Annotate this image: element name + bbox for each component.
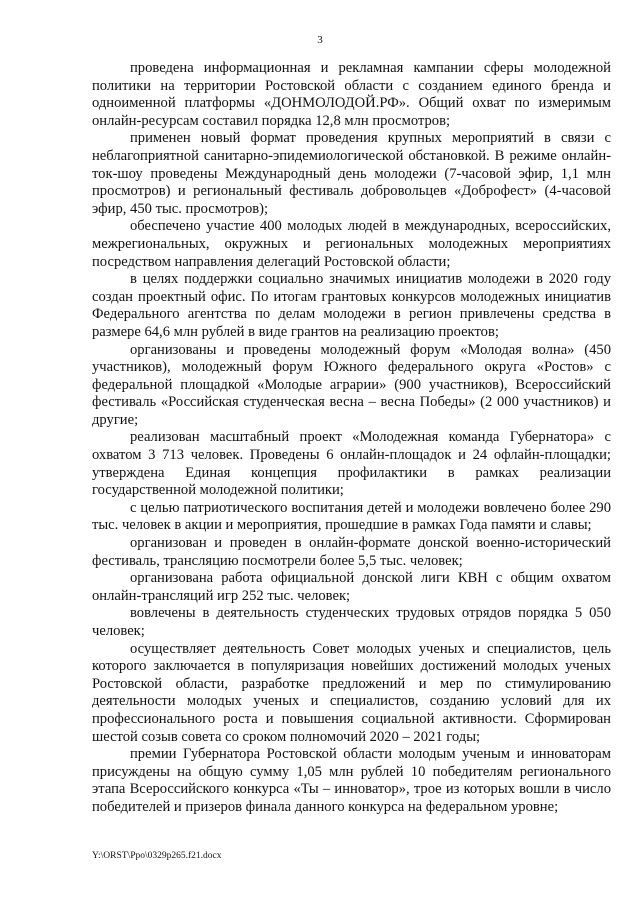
paragraph-project-office: в целях поддержки социально значимых инициатив молодежи в 2020 году создан проектный офис. По итогам грантовых конкурсов молодежных инициатив Федерального агентства по делам молодежи в регион привлечены средства в размере 64,6 млн рублей в виде грантов на реализацию проектов;	[92, 271, 611, 340]
paragraph-kvn-league: организована работа официальной донской лиги КВН с общим охватом онлайн-трансляций игр 252 тыс. человек;	[92, 570, 611, 604]
paragraph-governor-team: реализован масштабный проект «Молодежная команда Губернатора» с охватом 3 713 человек. Проведены 6 онлайн-площадок и 24 офлайн-площадки; утверждена Единая концепция профилактики в рамках реализации государственной молодежной политики;	[92, 429, 611, 499]
paragraph-patriotic-education: с целью патриотического воспитания детей и молодежи вовлечено более 290 тыс. человек в акции и мероприятия, прошедшие в рамках Года памяти и славы;	[92, 499, 611, 534]
footer-file-path: Y:\ORST\Ppo\0329p265.f21.docx	[92, 851, 222, 861]
paragraph-new-format: применен новый формат проведения крупных мероприятий в связи с неблагоприятной санитарно-эпидемиологической обстановкой. В режиме онлайн-ток-шоу проведены Международный день молодежи (7-часовой эфир, 1,1 млн просмотров) и региональный фестиваль добровольцев «Доброфест» (4-часовой эфир, 450 тыс. просмотров);	[92, 130, 611, 217]
page-number: 3	[317, 34, 323, 46]
paragraph-military-festival: организован и проведен в онлайн-формате донской военно-исторический фестиваль, трансляцию посмотрели более 5,5 тыс. человек;	[92, 535, 611, 569]
paragraph-forums: организованы и проведены молодежный форум «Молодая волна» (450 участников), молодежный форум Южного федерального округа «Ростов» с федеральной площадкой «Молодые аграрии» (900 участников), Всероссийский фестиваль «Российская студенческая весна – весна Победы» (2 000 участников) и другие;	[92, 341, 611, 428]
paragraph-info-campaign: проведена информационная и рекламная кампании сферы молодежной политики на территории Ростовской области с созданием единого бренда и одноименной платформы «ДОНМОЛОДОЙ.РФ». Общий охват по измеримым онлайн-ресурсам составил порядка 12,8 млн просмотров;	[92, 60, 611, 129]
paragraph-delegations: обеспечено участие 400 молодых людей в международных, всероссийских, межрегиональных, окружных и региональных молодежных мероприятиях посредством направления делегаций Ростовской области;	[92, 218, 611, 270]
document-body	[92, 60, 611, 817]
paragraph-student-teams: вовлечены в деятельность студенческих трудовых отрядов порядка 5 050 человек;	[92, 605, 611, 639]
paragraph-governor-prizes: премии Губернатора Ростовской области молодым ученым и инноваторам присуждены на общую сумму 1,05 млн рублей 10 победителям регионального этапа Всероссийского конкурса «Ты – инноватор», трое из которых вошли в число победителей и призеров финала данного конкурса на федеральном уровне;	[92, 746, 611, 815]
paragraph-young-scientists-council: осуществляет деятельность Совет молодых ученых и специалистов, цель которого заключается в популяризация новейших достижений молодых ученых Ростовской области, разработке предложений и мер по стимулированию деятельности молодых ученых и специалистов, созданию условий для их профессионального роста и повышения социальной активности. Сформирован шестой созыв совета со сроком полномочий 2020 – 2021 годы;	[92, 640, 611, 745]
